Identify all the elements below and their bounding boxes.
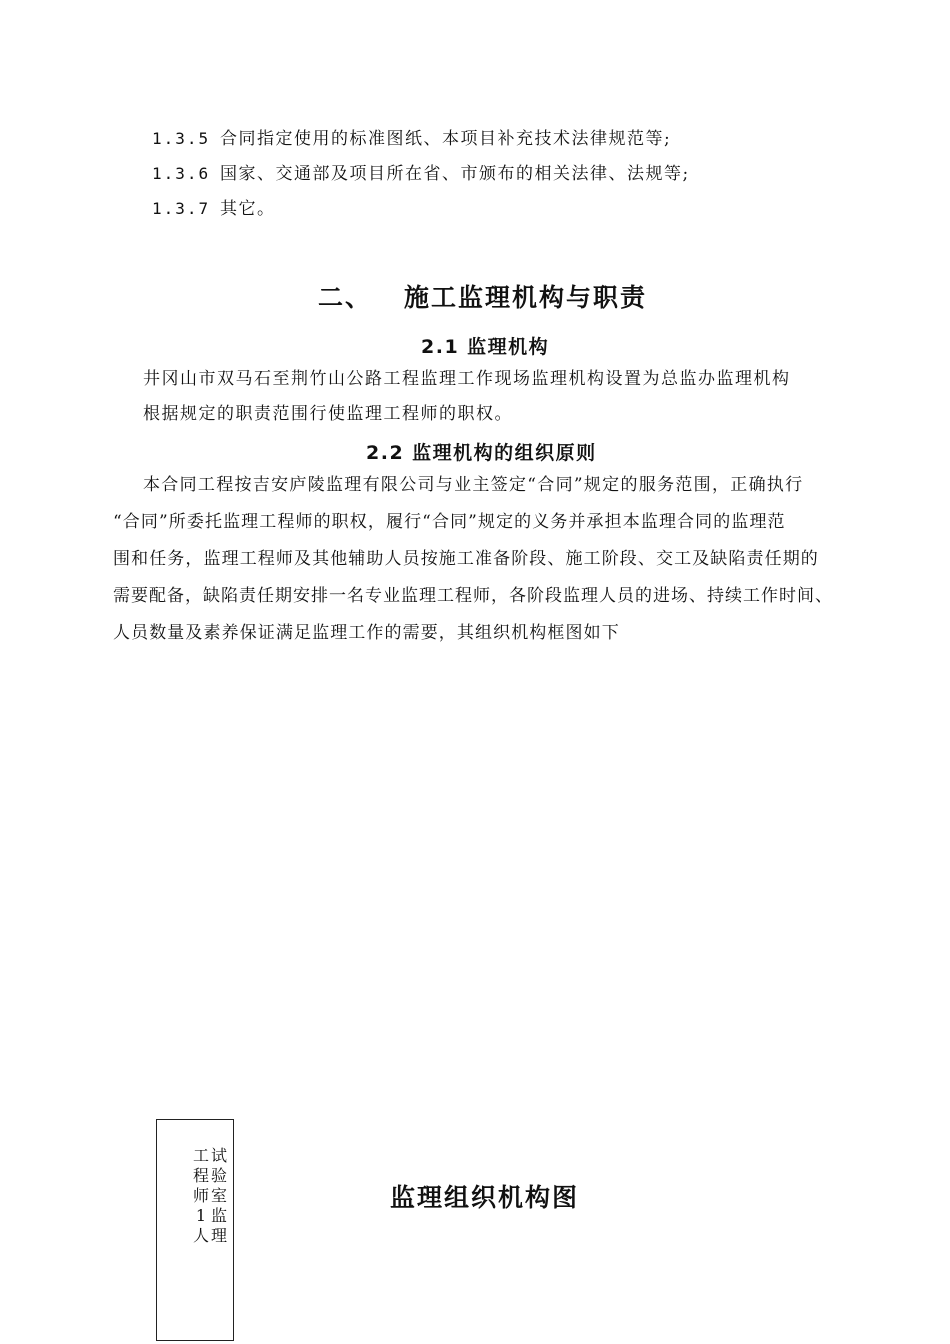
subsection-number: 2.1 [421,336,460,358]
org-chart-title: 监理组织机构图 [390,1183,580,1212]
list-item-number: 1.3.5 [152,129,211,148]
paragraph-line: 根据规定的职责范围行使监理工程师的职权。 [143,404,513,424]
list-item-1-3-5 [152,129,671,149]
paragraph-line: 围和任务，监理工程师及其他辅助人员按施工准备阶段、施工阶段、交工及缺陷责任期的 [113,549,819,569]
org-chart-box-lab-supervisor [156,1119,234,1341]
list-item-text: 合同指定使用的标准图纸、本项目补充技术法律规范等; [220,129,672,149]
list-item-text: 其它。 [220,199,276,219]
subsection-heading-2-2 [366,438,597,465]
paragraph-line: 本合同工程按吉安庐陵监理有限公司与业主签定“合同”规定的服务范围，正确执行 [143,475,804,495]
list-item-1-3-7 [152,199,276,219]
subsection-title: 监理机构 [467,336,550,358]
subsection-number: 2.2 [366,442,405,464]
list-item-number: 1.3.7 [152,199,211,218]
section-number: 二、 [318,283,373,312]
org-box-text-col2: 工程师1人 [192,1146,209,1245]
list-item-1-3-6 [152,164,690,184]
section-heading [318,278,647,314]
org-box-text-col1: 试验室监理 [210,1146,227,1245]
subsection-title: 监理机构的组织原则 [412,442,597,464]
list-item-text: 国家、交通部及项目所在省、市颁布的相关法律、法规等; [220,164,690,184]
paragraph-line: 井冈山市双马石至荆竹山公路工程监理工作现场监理机构设置为总监办监理机构 [143,369,791,389]
subsection-heading-2-1 [421,332,549,359]
paragraph-line: 人员数量及素养保证满足监理工作的需要，其组织机构框图如下 [113,623,620,643]
section-title: 施工监理机构与职责 [404,283,648,312]
paragraph-line: 需要配备，缺陷责任期安排一名专业监理工程师，各阶段监理人员的进场、持续工作时间、 [113,586,833,606]
paragraph-line: “合同”所委托监理工程师的职权，履行“合同”规定的义务并承担本监理合同的监理范 [113,512,786,532]
list-item-number: 1.3.6 [152,164,211,183]
